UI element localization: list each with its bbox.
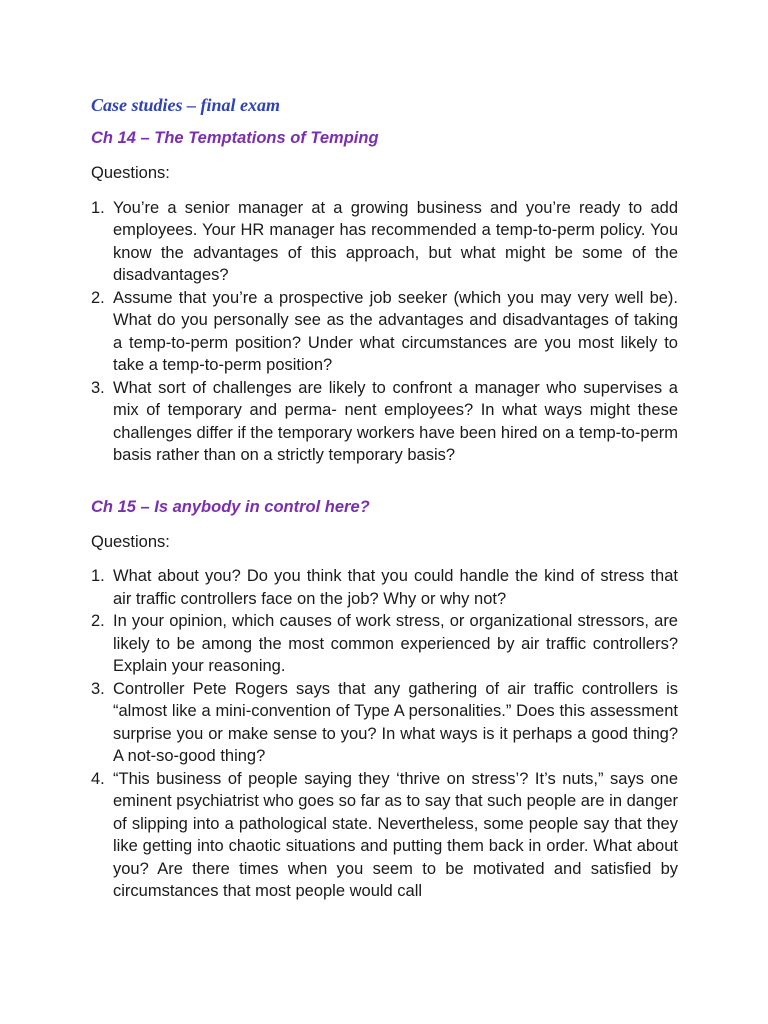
question-item (91, 565, 678, 610)
question-number: 1. (91, 198, 105, 217)
question-item (91, 678, 678, 768)
question-text: What about you? Do you think that you could handle the kind of stress that air traffic controllers face on the job? Why or why not? (113, 567, 678, 608)
chapter-15-question-list (91, 565, 678, 903)
question-text: What sort of challenges are likely to confront a manager who supervises a mix of temporary and perma- nent employees? In what ways might these challenges differ if the temporary workers have been hired on a temp-to-perm basis rather than on a strictly temporary basis? (113, 378, 678, 464)
question-number: 4. (91, 769, 105, 788)
question-text: You’re a senior manager at a growing business and you’re ready to add employees. Your HR manager has recommended a temp-to-perm policy. You know the advantages of this approach, but what might be some of the disadvantages? (113, 198, 678, 284)
question-number: 1. (91, 567, 105, 585)
chapter-14-questions-label: Questions: (91, 164, 170, 182)
chapter-15-questions-label: Questions: (91, 532, 170, 551)
document-page (91, 92, 678, 903)
question-text: Assume that you’re a prospective job seeker (which you may very well be). What do you personally see as the advantages and disadvantages of taking a temp-to-perm position? Under what circumstances are you most likely to take a temp-to-perm position? (113, 288, 678, 374)
question-text: In your opinion, which causes of work stress, or organizational stressors, are likely to be among the most common experienced by air traffic controllers? Explain your reasoning. (113, 612, 678, 675)
chapter-15-heading: Ch 15 – Is anybody in control here? (91, 497, 370, 516)
question-item (91, 197, 678, 287)
question-item (91, 377, 678, 467)
question-number: 2. (91, 612, 105, 630)
question-number: 3. (91, 679, 105, 698)
question-item (91, 610, 678, 678)
chapter-14-section (91, 126, 678, 467)
question-text: “This business of people saying they ‘thrive on stress’? It’s nuts,” says one eminent psychiatrist who goes so far as to say that such people are in danger of slipping into a pathological state. Nevertheless, some people say that they like getting into chaotic situations and putting them back in order. What about you? Are there times when you seem to be motivated and satisfied by circumstances that most people would call (113, 769, 678, 900)
question-number: 2. (91, 288, 105, 307)
chapter-15-section (91, 495, 678, 903)
chapter-14-question-list (91, 197, 678, 467)
question-text: Controller Pete Rogers says that any gathering of air traffic controllers is “almost like a mini-convention of Type A personalities.” Does this assessment surprise you or make sense to you? In what ways is it perhaps a good thing? A not-so-good thing? (113, 679, 678, 765)
section-spacer (91, 467, 678, 495)
question-item (91, 287, 678, 377)
question-item (91, 768, 678, 903)
question-number: 3. (91, 378, 105, 397)
document-title: Case studies – final exam (91, 95, 281, 115)
chapter-14-heading: Ch 14 – The Temptations of Temping (91, 129, 379, 147)
